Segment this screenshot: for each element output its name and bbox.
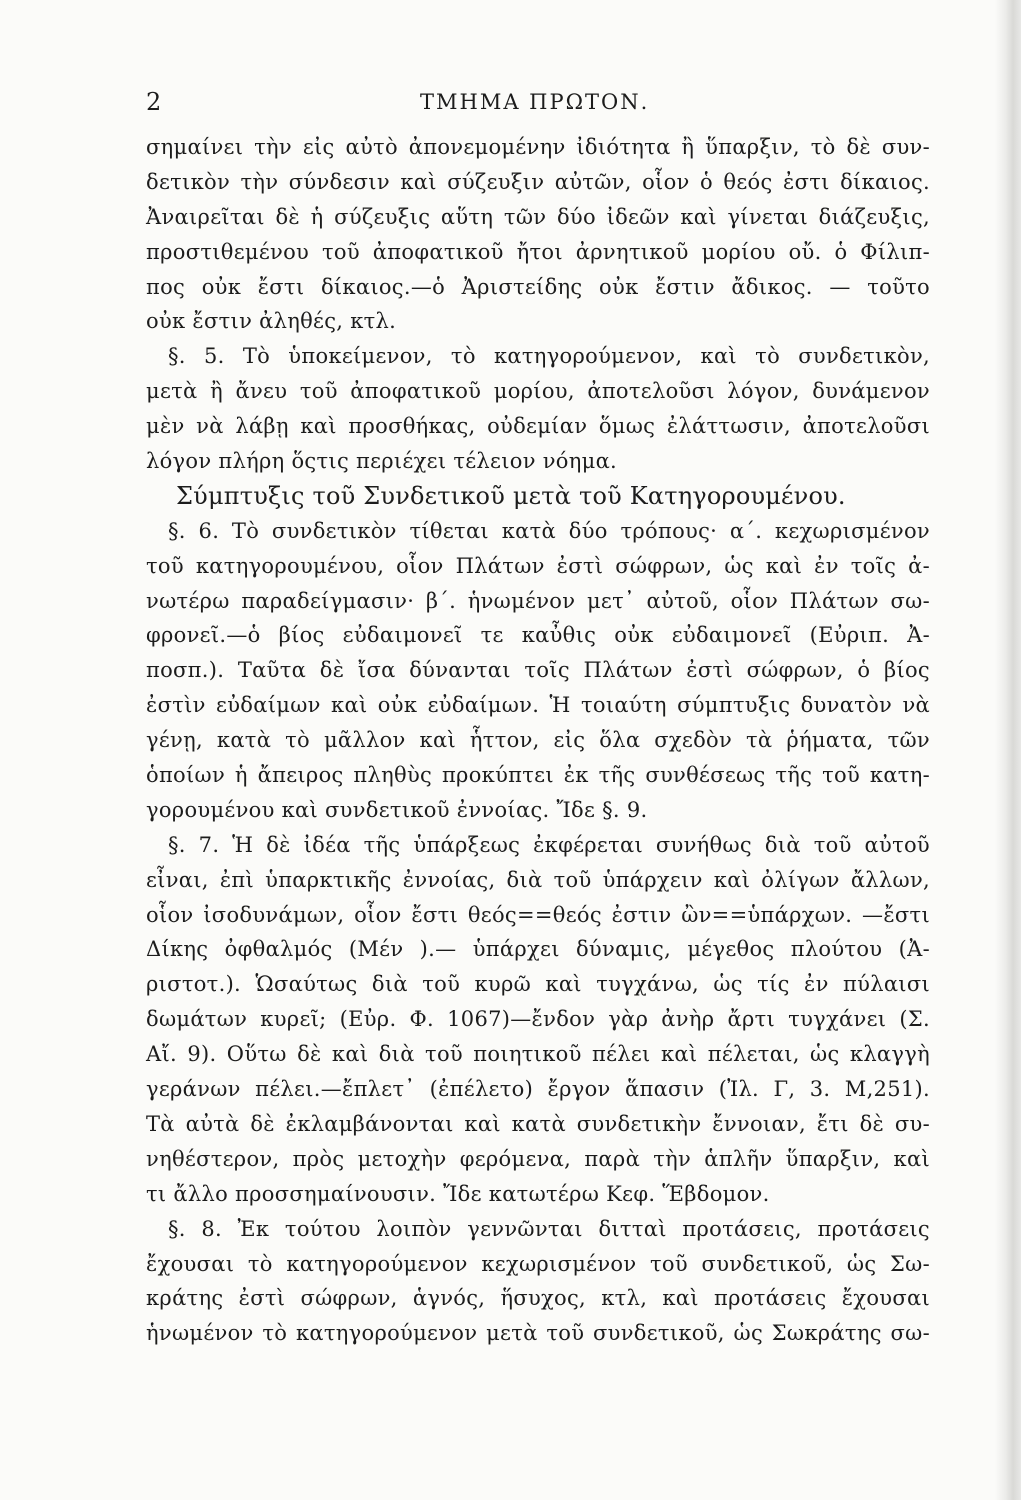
body-text — [146, 130, 930, 1351]
text-line: προστιθεμένου τοῦ ἀποφατικοῦ ἤτοι ἀρνητικοῦ μορίου οὔ. ὁ Φίλιπ- — [146, 239, 930, 264]
text-line: σημαίνει τὴν εἰς αὐτὸ ἀπονεμομένην ἰδιότητα ἢ ὕπαρξιν, τὸ δὲ συν- — [146, 135, 930, 159]
text-line: Αἴ. 9). Οὕτω δὲ καὶ διὰ τοῦ ποιητικοῦ πέλει καὶ πέλεται, ὡς κλαγγὴ — [146, 1042, 930, 1067]
text-line: δετικὸν τὴν σύνδεσιν καὶ σύζευξιν αὐτῶν, οἷον ὁ θεός ἐστι δίκαιος. — [146, 169, 930, 194]
page-number: 2 — [146, 88, 162, 116]
section-heading: Σύμπτυξις τοῦ Συνδετικοῦ μετὰ τοῦ Κατηγορουμένου. — [176, 481, 846, 510]
text-line: κράτης ἐστὶ σώφρων, ἁγνός, ἥσυχος, κτλ, καὶ προτάσεις ἔχουσαι — [146, 1286, 930, 1311]
text-line: γορουμένου καὶ συνδετικοῦ ἐννοίας. Ἴδε §. 9. — [146, 797, 648, 822]
text-line: Τὰ αὐτὰ δὲ ἐκλαμβάνονται καὶ κατὰ συνδετικὴν ἔννοιαν, ἔτι δὲ συ- — [146, 1111, 930, 1136]
text-line: γένῃ, κατὰ τὸ μᾶλλον καὶ ἧττον, εἰς ὅλα σχεδὸν τὰ ῥήματα, τῶν — [146, 728, 930, 753]
text-line: Δίκης ὀφθαλμός (Μέν ).— ὑπάρχει δύναμις, μέγεθος πλούτου (Ἀ- — [146, 937, 930, 962]
section-6-start: §. 6. Τὸ συνδετικὸν τίθεται κατὰ δύο τρόπους· α΄. κεχωρισμένον — [168, 518, 930, 543]
text-line: τοῦ κατηγορουμένου, οἷον Πλάτων ἐστὶ σώφρων, ὡς καὶ ἐν τοῖς ἀ- — [146, 553, 930, 578]
text-line: τι ἄλλο προσσημαίνουσιν. Ἴδε κατωτέρω Κεφ. Ἕβδομον. — [146, 1181, 770, 1206]
text-line: ἐστὶν εὐδαίμων καὶ οὐκ εὐδαίμων. Ἡ τοιαύτη σύμπτυξις δυνατὸν νὰ — [146, 693, 930, 718]
text-line: οἷον ἰσοδυνάμων, οἷον ἔστι θεός==θεός ἐστιν ὢν==ὑπάρχων. —ἔστι — [146, 902, 930, 927]
text-line: ἡνωμένον τὸ κατηγορούμενον μετὰ τοῦ συνδετικοῦ, ὡς Σωκράτης σω- — [146, 1321, 930, 1346]
section-7-start: §. 7. Ἡ δὲ ἰδέα τῆς ὑπάρξεως ἐκφέρεται συνήθως διὰ τοῦ αὐτοῦ — [168, 832, 930, 857]
text-line: ποσπ.). Ταῦτα δὲ ἴσα δύνανται τοῖς Πλάτων ἐστὶ σώφρων, ὁ βίος — [146, 658, 930, 683]
text-line: λόγον πλήρη ὅςτις περιέχει τέλειον νόημα. — [146, 449, 618, 474]
text-line: εἶναι, ἐπὶ ὑπαρκτικῆς ἐννοίας, διὰ τοῦ ὑπάρχειν καὶ ὀλίγων ἄλλων, — [146, 867, 930, 892]
text-line: μὲν νὰ λάβῃ καὶ προσθήκας, οὐδεμίαν ὅμως ἐλάττωσιν, ἀποτελοῦσι — [146, 414, 930, 439]
text-line: ἔχουσαι τὸ κατηγορούμενον κεχωρισμένον τοῦ συνδετικοῦ, ὡς Σω- — [146, 1251, 930, 1276]
text-line: γεράνων πέλει.—ἔπλετ᾿ (ἐπέλετο) ἔργον ἅπασιν (Ἰλ. Γ, 3. Μ,251). — [146, 1077, 930, 1102]
text-line: πος οὐκ ἔστι δίκαιος.—ὁ Ἀριστείδης οὐκ ἔστιν ἄδικος. — τοῦτο — [146, 274, 930, 299]
page-edge-shadow — [995, 0, 1021, 1500]
section-5-start: §. 5. Τὸ ὑποκείμενον, τὸ κατηγορούμενον, καὶ τὸ συνδετικὸν, — [168, 344, 930, 369]
text-line: ὁποίων ἡ ἄπειρος πληθὺς προκύπτει ἐκ τῆς συνθέσεως τῆς τοῦ κατη- — [146, 763, 930, 788]
text-line: νωτέρω παραδείγμασιν· β΄. ἡνωμένον μετ᾿ αὐτοῦ, οἷον Πλάτων σω- — [146, 588, 930, 613]
text-line: μετὰ ἢ ἄνευ τοῦ ἀποφατικοῦ μορίου, ἀποτελοῦσι λόγον, δυνάμενον — [146, 379, 930, 404]
text-line: φρονεῖ.—ὁ βίος εὐδαιμονεῖ τε καὖθις οὐκ εὐδαιμονεῖ (Εὐριπ. Ἀ- — [146, 623, 930, 648]
running-head — [146, 84, 886, 120]
text-line: δωμάτων κυρεῖ; (Εὐρ. Φ. 1067)—ἔνδον γὰρ ἀνὴρ ἄρτι τυγχάνει (Σ. — [146, 1007, 930, 1032]
text-line: νηθέστερον, πρὸς μετοχὴν φερόμενα, παρὰ τὴν ἁπλῆν ὕπαρξιν, καὶ — [146, 1146, 930, 1171]
text-line: Ἀναιρεῖται δὲ ἡ σύζευξις αὕτη τῶν δύο ἰδεῶν καὶ γίνεται διάζευξις, — [146, 204, 930, 229]
running-title: ΤΜΗΜΑ ΠΡΩΤΟΝ. — [420, 90, 650, 114]
text-line: οὐκ ἔστιν ἀληθές, κτλ. — [146, 309, 397, 334]
section-8-start: §. 8. Ἐκ τούτου λοιπὸν γεννῶνται διτταὶ προτάσεις, προτάσεις — [168, 1216, 930, 1241]
text-line: ριστοτ.). Ὡσαύτως διὰ τοῦ κυρῶ καὶ τυγχάνω, ὡς τίς ἐν πύλαισι — [146, 972, 930, 997]
